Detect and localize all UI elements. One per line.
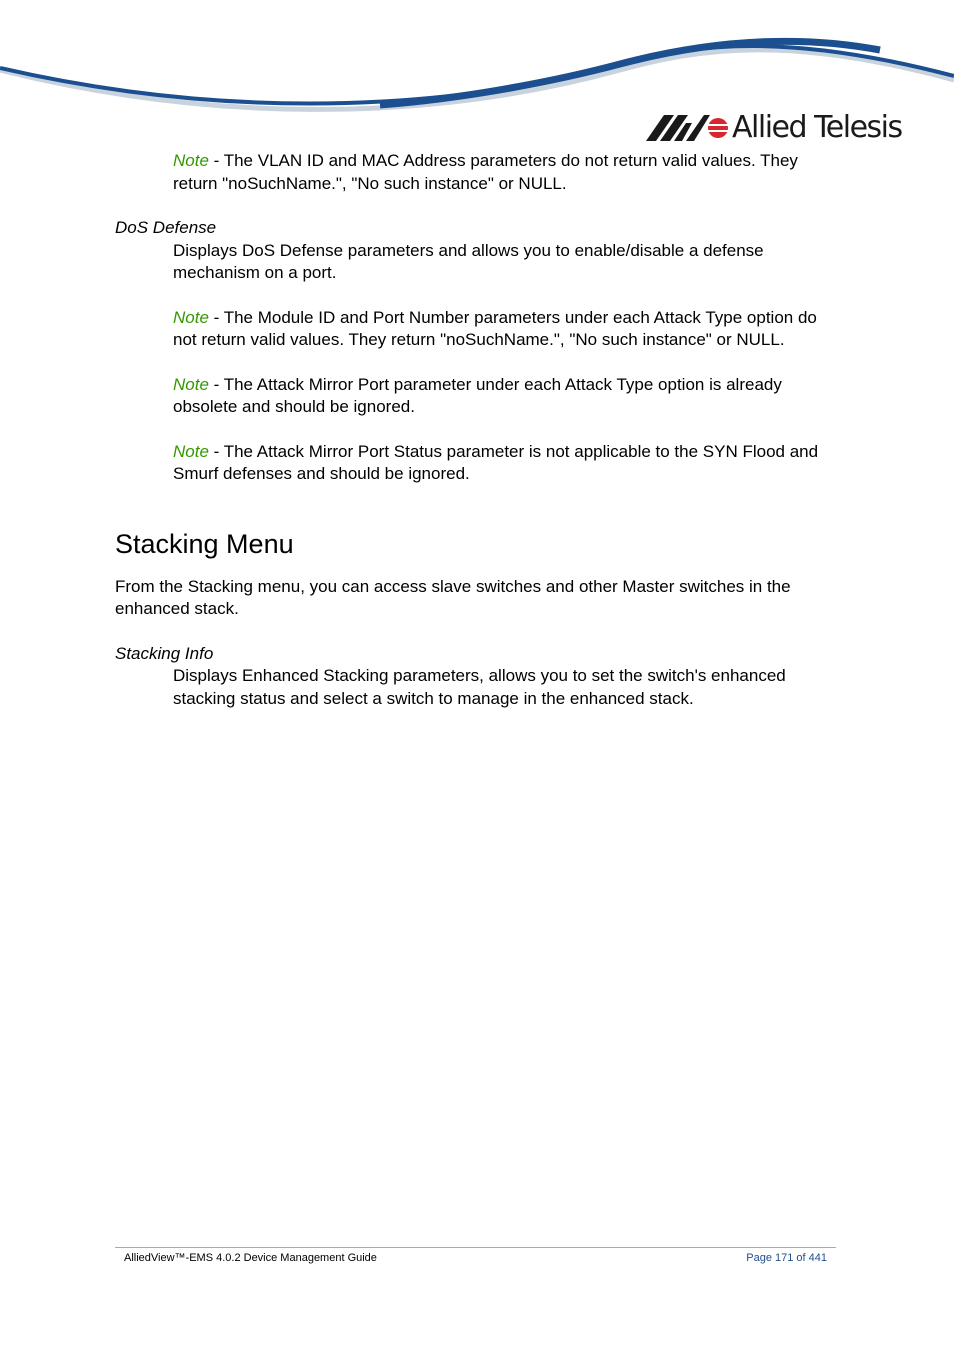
page-content	[115, 150, 835, 710]
footer-page-number: Page 171 of 441	[746, 1252, 827, 1264]
stacking-info-description: Displays Enhanced Stacking parameters, allows you to set the switch's enhanced stacking status and select a switch to manage in the enhanced stack.	[173, 666, 786, 708]
note-text: - The Module ID and Port Number parameters under each Attack Type option do not return valid values. They return "noSuchName.", "No such instance" or NULL.	[173, 307, 817, 349]
stacking-menu-intro: From the Stacking menu, you can access slave switches and other Master switches in the enhanced stack.	[115, 576, 791, 618]
note-attack-mirror-port	[173, 374, 835, 419]
note-text: - The VLAN ID and MAC Address parameters do not return valid values. They return "noSuchName.", "No such instance" or NULL.	[173, 151, 798, 193]
note-label: Note	[173, 374, 209, 394]
note-label: Note	[173, 441, 209, 461]
note-text: - The Attack Mirror Port parameter under each Attack Type option is already obsolete and should be ignored.	[173, 374, 782, 416]
logo-wordmark: Allied Telesis	[732, 110, 902, 145]
footer-document-title: AlliedView™-EMS 4.0.2 Device Management Guide	[124, 1252, 377, 1264]
term-stacking-info: Stacking Info	[115, 643, 214, 663]
note-attack-mirror-status	[173, 441, 835, 486]
note-label: Note	[173, 151, 209, 170]
note-vlan-mac	[173, 150, 835, 195]
dos-defense-description: Displays DoS Defense parameters and allows you to enable/disable a defense mechanism on a port.	[173, 240, 764, 282]
note-module-port	[173, 307, 835, 352]
section-heading-stacking-menu: Stacking Menu	[115, 528, 294, 559]
allied-telesis-logo	[646, 108, 906, 148]
logo-mark-icon	[646, 113, 728, 143]
note-label: Note	[173, 307, 209, 327]
term-dos-defense: DoS Defense	[115, 218, 217, 237]
note-text: - The Attack Mirror Port Status parameter is not applicable to the SYN Flood and Smurf defenses and should be ignored.	[173, 441, 819, 483]
footer-divider	[115, 1247, 836, 1248]
